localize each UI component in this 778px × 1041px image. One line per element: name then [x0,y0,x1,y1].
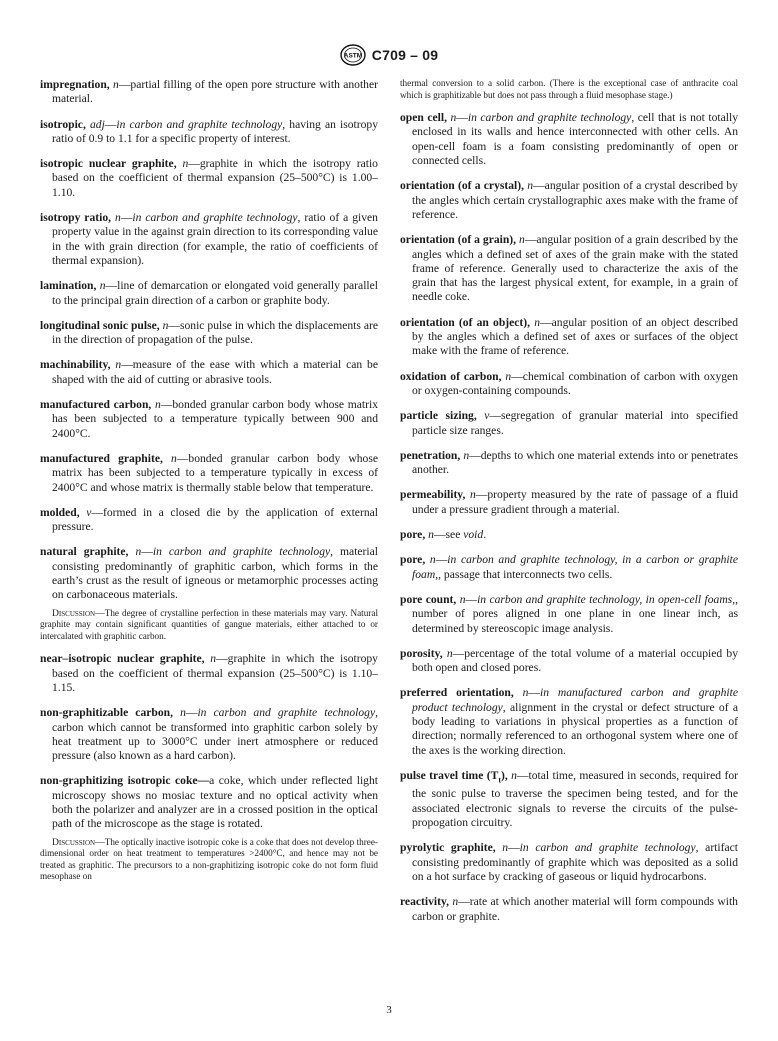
definition-text: percentage of the total volume of a material occupied by both open and closed pores. [412,646,738,675]
page-header [0,44,778,71]
definition-text: line of demarcation or elongated void generally parallel to the principal grain direction of a carbon or graphite body. [52,279,378,307]
definition-text: material consisting predominantly of graphitic carbon, which forms in the earth’s crust as the result of igneous or metamorphic processes acting on carbonaceous materials. [52,545,379,602]
definition-text: number of pores aligned in one plane in one linear inch, as determined by stereoscopic image analysis. [412,607,738,635]
term: pulse travel time (T [400,768,499,782]
discussion-note [40,608,378,643]
qualifier: in carbon and graphite technology [116,117,283,131]
definition-text: angular position of an object described by the angles which a defined set of axes or surfaces of the object make with the frame of reference. [412,315,738,358]
part-of-speech: n [210,652,217,666]
part-of-speech: n [182,157,189,171]
definition-entry: particle sizing, v—segregation of granular material into specified particle size ranges. [400,409,738,437]
part-of-speech: n [162,318,169,332]
part-of-speech: n [113,78,119,91]
astm-logo-icon [340,44,366,66]
definition-entry: preferred orientation, n—in manufactured carbon and graphite product technology, alignment in the crystal or defect structure of a body leading to variations in physical properties as a function of direction; normally referenced to an orthogonal system where one of the axes is the working direction. [400,686,738,757]
definition-text: having an isotropy ratio of 0.9 to 1.1 for a specific property of interest. [52,117,379,145]
definition-entry: orientation (of an object), n—angular position of an object described by the angles which a defined set of axes or surfaces of the object make with the frame of reference. [400,315,738,358]
definition-text: measure of the ease with which a material can be shaped with the aid of cutting or abrasive tools. [52,358,378,386]
term: machinability, [40,358,111,372]
part-of-speech: n [527,179,534,193]
definition-text: carbon which cannot be transformed into graphitic carbon solely by heat treatment up to 3000°C under inert atmosphere or reduced pressure (also known as a hard carbon). [52,720,378,763]
part-of-speech: n [505,369,512,383]
definition-text: chemical combination of carbon with oxygen or oxygen-containing compounds. [412,369,738,397]
part-of-speech: n [428,528,434,542]
term: non-graphitizable carbon, [40,706,173,720]
part-of-speech: n [446,646,453,660]
term: lamination, [40,279,97,293]
part-of-speech: n [502,841,509,855]
part-of-speech: n [469,488,476,502]
definition-entry: isotropic nuclear graphite, n—graphite in which the isotropy ratio based on the coefficient of thermal expansion (25–500°C) is 1.00–1.10. [40,157,378,199]
left-column [40,78,378,893]
definition-entry: reactivity, n—rate at which another material will form compounds with carbon or graphite. [400,895,738,923]
term: impregnation, [40,78,110,91]
definition-entry: permeability, n—property measured by the rate of passage of a fluid under a pressure gradient through a material. [400,488,738,516]
definition-text: see [445,528,464,542]
term-subscript: t [498,775,501,785]
definition-entry: machinability, n—measure of the ease with which a material can be shaped with the aid of cutting or abrasive tools. [40,358,378,386]
part-of-speech: n [534,315,541,329]
definition-entry: penetration, n—depths to which one material extends into or penetrates another. [400,448,738,477]
definition-entry: pyrolytic graphite, n—in carbon and graphite technology, artifact consisting predominantly of graphite which was deposited as a solid on a hot surface by cracking of gaseous or liquid hydrocarbons. [400,841,738,883]
definition-entry: lamination, n—line of demarcation or elongated void generally parallel to the principal grain direction of a carbon or graphite body. [40,279,378,307]
definition-text: artifact consisting predominantly of graphite which was deposited as a solid on a hot surface by cracking of gaseous or liquid hydrocarbons. [412,841,738,883]
term: pyrolytic graphite, [400,841,496,855]
term-suffix: ), [500,768,508,782]
definition-text: ratio of a given property value in the against grain direction to its corresponding value in the with grain direction (for example, the ratio of coefficients of thermal expansion). [52,211,378,267]
term: non-graphitizing isotropic coke— [40,774,210,788]
discussion-label: Discussion— [52,607,105,619]
definition-text: angular position of a crystal described by the angles which certain crystallographic axes make with the frame of reference. [412,179,738,221]
definition-text: formed in a closed die by the application of external pressure. [52,505,378,534]
definition-entry: orientation (of a grain), n—angular position of a grain described by the angles which a defined set of axes of the grain make with the stated frame of reference. Generally used to characterize the axis of the grain that has the largest physical extent, for example, in a grain of needle coke. [400,233,738,304]
part-of-speech: n [522,686,529,700]
part-of-speech: n [450,111,457,125]
qualifier: in carbon and graphite technology [519,841,696,855]
discussion-label: Discussion— [52,836,105,848]
part-of-speech: n [511,768,517,782]
definition-entry: near–isotropic nuclear graphite, n—graphite in which the isotropy based on the coefficient of thermal expansion (25–500°C) is 1.10–1.15. [40,652,378,694]
term: permeability, [400,488,466,502]
definition-entry: non-graphitizable carbon, n—in carbon and graphite technology, carbon which cannot be transformed into graphitic carbon solely by heat treatment up to 3000°C under inert atmosphere or reduced pressure (also known as a hard carbon). [40,706,379,763]
definition-entry: pore, n—in carbon and graphite technology, in a carbon or graphite foam,, passage that interconnects two cells. [400,553,738,581]
term: isotropic nuclear graphite, [40,157,177,171]
part-of-speech: n [115,358,122,372]
part-of-speech: n [154,398,161,412]
definition-text: sonic pulse in which the displacements are in the direction of propagation of the pulse. [52,318,378,347]
term: pore, [400,553,426,567]
part-of-speech: n [114,211,121,225]
definition-text: a coke, which under reflected light microscopy shows no mosiac texture and no optical activity when both the polarizer and analyzer are in a crossed position in the optical path of the microscope as the stage is rotated. [52,774,378,831]
term: manufactured carbon, [40,398,152,412]
definition-entry: pore, n—see void. [400,528,487,542]
term: near–isotropic nuclear graphite, [40,652,205,666]
definition-text: bonded granular carbon body whose matrix has been subjected to a temperature typically between 900 and 2400°C. [52,398,378,440]
term: oxidation of carbon, [400,369,502,383]
definition-text: segregation of granular material into specified particle size ranges. [412,409,738,437]
logo-text: ASTM [343,52,362,60]
part-of-speech: n [180,706,186,720]
part-of-speech: n [519,233,525,247]
document-id: C709 – 09 [371,47,439,63]
definition-entry: isotropic, adj—in carbon and graphite technology, having an isotropy ratio of 0.9 to 1.1 for a specific property of interest. [40,117,379,145]
definition-text: rate at which another material will form compounds with carbon or graphite. [412,895,738,923]
definition-entry: oxidation of carbon, n—chemical combination of carbon with oxygen or oxygen-containing compounds. [400,369,738,397]
discussion-text: The optically inactive isotropic coke is a coke that does not develop three-dimensional order on heat treatment to temperatures >2400°C, and hence may not be treated as graphitic. The precursors to a non-graphitizing isotropic coke do not form fluid mesophase on [40,836,378,882]
part-of-speech: n [99,279,106,293]
part-of-speech: n [135,545,142,559]
part-of-speech: n [429,553,436,567]
part-of-speech: v [86,505,92,519]
part-of-speech: v [484,409,490,423]
term: pore, [400,528,426,542]
qualifier: in carbon and graphite technology [132,211,298,225]
term: pore count, [400,592,457,606]
definition-text: passage that interconnects two cells. [443,567,613,581]
term: penetration, [400,448,461,462]
cross-reference: void [463,528,484,542]
definition-entry: isotropy ratio, n—in carbon and graphite technology, ratio of a given property value in the against grain direction to its corresponding value in the with grain direction (for example, the ratio of coefficients of thermal expansion). [40,211,378,267]
definition-text: graphite in which the isotropy ratio based on the coefficient of thermal expansion (25–500°C) is 1.00–1.10. [52,157,378,199]
discussion-text: The degree of crystalline perfection in these materials may vary. Natural graphite may contain significant quantities of gangue materials, either attached to or intercalated with graphitic carbon. [40,607,378,641]
term: isotropy ratio, [40,211,112,225]
definition-entry: pore count, n—in carbon and graphite technology, in open-cell foams,, number of pores aligned in one plane in one linear inch, as determined by stereoscopic image analysis. [400,592,739,635]
definition-entry: porosity, n—percentage of the total volume of a material occupied by both open and closed pores. [400,646,738,675]
definition-entry: longitudinal sonic pulse, n—sonic pulse in which the displacements are in the direction of propagation of the pulse. [40,318,378,347]
part-of-speech: adj [89,117,105,131]
part-of-speech: n [463,448,470,462]
right-column [400,78,738,935]
definition-text: property measured by the rate of passage of a fluid under a pressure gradient through a material. [412,488,738,516]
term: orientation (of an object), [400,315,531,329]
definition-entry: molded, v—formed in a closed die by the application of external pressure. [40,505,378,534]
definition-text: angular position of a grain described by the angles which a defined set of axes of the grain make with the stated frame of reference. Generally used to characterize the axis of the grain that has the largest physical extent, for example, in a grain of needle coke. [412,233,738,304]
definition-entry [40,774,378,831]
definition-text: partial filling of the open pore structure with another material. [52,78,378,106]
term: reactivity, [400,895,450,909]
part-of-speech: n [459,592,466,606]
part-of-speech: n [171,451,177,465]
qualifier: in carbon and graphite technology [197,706,376,720]
term: open cell, [400,111,447,125]
discussion-continuation: thermal conversion to a solid carbon. (There is the exceptional case of anthracite coal which is graphitizable but does not pass through a fluid mesophase stage.) [400,78,738,100]
term: orientation (of a crystal), [400,179,525,193]
term: isotropic, [40,117,86,131]
term: natural graphite, [40,545,129,559]
qualifier: in carbon and graphite technology [467,111,632,125]
qualifier: in manufactured carbon and graphite product technology [412,686,738,714]
qualifier: in carbon and graphite technology, in a carbon or graphite foam, [412,553,738,581]
definition-end: . [483,528,487,542]
definition-text: total time, measured in seconds, required for the sonic pulse to traverse the specimen being tested, and for the associated electronic signals to reverse the circuits of the pulse-propogation circuitry. [412,768,738,830]
definition-entry: natural graphite, n—in carbon and graphite technology, material consisting predominantly of graphitic carbon, which forms in the earth’s crust as the result of igneous or metamorphic processes acting on carbonaceous materials. [40,545,379,602]
page-number: 3 [386,1004,392,1016]
term: orientation (of a grain), [400,233,517,247]
part-of-speech: n [452,895,459,909]
qualifier: in carbon and graphite technology [152,545,331,559]
term: particle sizing, [400,409,477,423]
discussion-note [40,837,378,883]
definition-text: alignment in the crystal or defect structure of a body leading to variations in physical properties as a function of direction; normally referenced to an orthogonal system where one of the axes is the working direction. [412,700,738,757]
definition-entry: manufactured carbon, n—bonded granular carbon body whose matrix has been subjected to a temperature typically between 900 and 2400°C. [40,398,378,440]
definition-text: graphite in which the isotropy based on the coefficient of thermal expansion (25–500°C) is 1.10–1.15. [52,652,378,694]
definition-text: depths to which one material extends into or penetrates another. [412,448,738,477]
definition-entry: impregnation, n—partial filling of the open pore structure with another material. [40,78,378,106]
term: preferred orientation, [400,686,514,700]
definition-entry: pulse travel time $(T_t)$, n—total time, measured in seconds, required for the sonic pulse to traverse the specimen being tested, and for the associated electronic signals to reverse the circuits of the pulse-propogation circuitry. [400,768,738,830]
definition-entry: open cell, n—in carbon and graphite technology, cell that is not totally enclosed in its walls and hence interconnected with other cells. An open-cell foam is a foam consisting predominantly of open or connected cells. [400,111,739,168]
term: manufactured graphite, [40,451,163,465]
definition-text: cell that is not totally enclosed in its walls and hence interconnected with other cells. An open-cell foam is a foam consisting predominantly of open or connected cells. [412,111,739,168]
term: porosity, [400,646,443,660]
qualifier: in carbon and graphite technology, in open-cell foams, [477,592,736,606]
term: molded, [40,505,80,519]
definition-entry: orientation (of a crystal), n—angular position of a crystal described by the angles which certain crystallographic axes make with the frame of reference. [400,179,738,221]
term: longitudinal sonic pulse, [40,318,160,332]
definition-text: bonded granular carbon body whose matrix has been subjected to a temperature typically in excess of 2400°C and whose matrix is thermally stable below that temperature. [52,451,378,494]
definition-entry: manufactured graphite, n—bonded granular carbon body whose matrix has been subjected to a temperature typically in excess of 2400°C and whose matrix is thermally stable below that temperature. [40,451,378,494]
